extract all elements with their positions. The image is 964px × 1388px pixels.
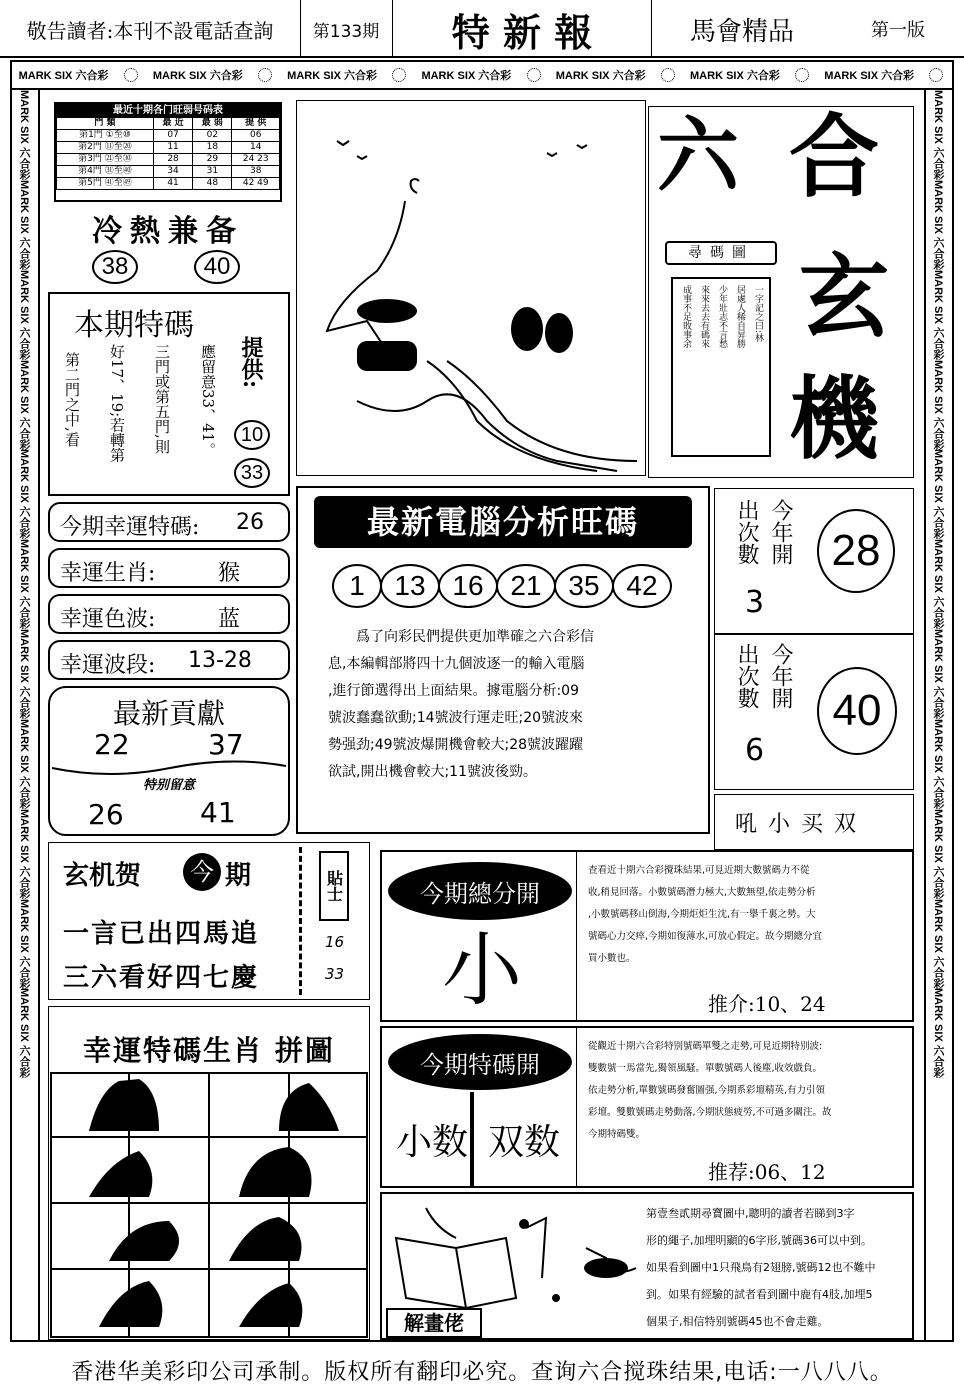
scroll-text: 一字記之曰:林 [753, 285, 763, 343]
table-cell: 第1門 ①至⑩ [57, 130, 154, 142]
special-note: 特别留意 [142, 778, 195, 793]
tips-number: 16 [325, 933, 345, 951]
small-double-header [714, 794, 914, 850]
table-header: 最 近 [153, 118, 192, 130]
xuanji-line: 三六看好四七慶 [63, 963, 260, 993]
small-double-text: 吼 小 买 双 [735, 812, 858, 837]
luck-row [48, 594, 290, 634]
divider [576, 1028, 577, 1188]
border-mark: MARK SIX 六合彩 [421, 70, 512, 82]
border-mark: MARK SIX 六合彩 [932, 449, 944, 540]
xuanji-highlight: 今 [183, 853, 221, 891]
analysis-box [296, 486, 710, 834]
table-cell: 第5門 ㊶至㊾ [57, 178, 154, 190]
luck-row [48, 548, 290, 588]
table-cell: 第4門 ㉛至㊵ [57, 166, 154, 178]
riddle-line: 個果子,相信特别號碼45也不會走雞。 [646, 1315, 829, 1328]
border-mark: MARK SIX 六合彩 [555, 70, 646, 82]
table-title: 最近十期各门旺弱号码表 [56, 104, 280, 117]
dot-icon [929, 68, 943, 82]
special-line: 依走勢分析,單數號碼發奮圖强,今期系彩壇精英,有力引領 [588, 1085, 826, 1096]
poster-big-char: 玄 [799, 244, 889, 350]
border-mark: MARK SIX 六合彩 [932, 629, 944, 719]
table-header: 門 類 [57, 118, 154, 130]
left-border-band [10, 90, 40, 1342]
scroll-text: 居處人稀自昇勝 [735, 285, 745, 348]
table-cell: 第2門 ⑪至⑳ [57, 142, 154, 154]
zodiac-puzzle-box [48, 1006, 370, 1340]
special-code-box [48, 292, 290, 496]
dot-icon [258, 68, 272, 82]
table-cell: 38 [232, 166, 280, 178]
riddle-text [646, 1200, 910, 1335]
total-line: ,小數號碼移山倒海,今期炬炬生沈,有一擧千裏之勢。大 [588, 909, 816, 920]
scroll-text: 成事不足敗事余 [681, 285, 691, 348]
appear-label: 今年開 [768, 499, 793, 565]
issue-number: 第133期 [312, 21, 380, 42]
dot-icon [527, 68, 541, 82]
special-number: 10 [234, 420, 270, 450]
paper-title: 特 新 報 [451, 9, 593, 55]
border-mark: MARK SIX 六合彩 [18, 269, 30, 360]
border-mark: MARK SIX 六合彩 [18, 808, 30, 899]
total-open-ellipse: 今期總分開 [388, 862, 572, 920]
hot-weak-table [54, 102, 282, 202]
analysis-number: 16 [438, 564, 498, 608]
table-row [57, 178, 280, 190]
total-open-box [380, 850, 914, 1022]
riddle-box [380, 1192, 914, 1340]
analysis-line: 爲了向彩民們提供更加準確之六合彩信 [328, 629, 594, 645]
table-row [57, 130, 280, 142]
table-cell: 06 [232, 130, 280, 142]
table-cell: 07 [153, 130, 192, 142]
dot-icon [661, 68, 675, 82]
special-open-double: 双数 [488, 1122, 561, 1163]
hot-cold-title: 冷熱兼备 [92, 214, 244, 249]
border-mark: MARK SIX 六合彩 [18, 449, 30, 540]
scroll-text: 少年壯志不言愁 [717, 285, 727, 348]
riddle-line: 形的繩子,加埋明顯的6字形,號碼36可以中到。 [646, 1234, 872, 1247]
total-line: 收,稍見回落。小數號碼潛力極大,大數無望,依走勢分析 [588, 887, 816, 898]
puzzle-grid-image [49, 1071, 369, 1341]
border-mark: MARK SIX 六合彩 [932, 988, 944, 1079]
special-text-col: 第二門之中,看 [63, 352, 81, 447]
border-mark: MARK SIX 六合彩 [932, 808, 944, 899]
total-recommend: 推介:10、24 [708, 992, 826, 1016]
analysis-number: 13 [380, 564, 440, 608]
total-line: 號碼心力交瘁,今期如復薄水,可放心假定。故今期總分宜 [588, 931, 823, 942]
provide-label: 提供: [238, 336, 264, 389]
table-cell: 48 [193, 178, 232, 190]
table-header: 最 弱 [193, 118, 232, 130]
special-text-col: 三門或第五門,則 [153, 344, 171, 454]
luck-value: 13-28 [188, 648, 252, 673]
total-open-char: 小 [442, 924, 522, 1017]
border-mark: MARK SIX 六合彩 [932, 179, 944, 270]
header [0, 0, 964, 58]
luck-label: 幸運波段: [60, 653, 156, 678]
luck-value: 26 [236, 510, 264, 535]
appear-count: 3 [745, 585, 765, 620]
scroll-text: 來來去去有碼來 [699, 285, 709, 348]
analysis-numbers [332, 564, 692, 604]
special-text-col: 應留意33、41。 [199, 344, 217, 458]
border-mark: MARK SIX 六合彩 [932, 90, 944, 180]
border-mark: MARK SIX 六合彩 [287, 70, 378, 82]
tips-title: 貼士 [319, 851, 349, 921]
appear-number: 28 [817, 509, 895, 593]
appear-label: 出次數 [734, 499, 759, 565]
total-line: 查看近十期六合彩攪珠結果,可見近期大數號碼力不從 [588, 865, 810, 876]
border-mark: MARK SIX 六合彩 [18, 539, 30, 630]
total-analysis-text [588, 860, 908, 970]
luck-value: 蓝 [218, 607, 241, 632]
dashed-divider [299, 847, 302, 995]
special-analysis-text [588, 1036, 910, 1146]
luck-label: 幸運生肖: [60, 561, 156, 586]
number-table [56, 117, 280, 190]
special-line: 雙數號一馬當先,獨領風騷。單數號碼人後塵,收效戲負。 [588, 1063, 823, 1074]
hot-cold-number: 38 [92, 250, 138, 284]
riddle-line: 如果看到圖中1只飛鳥有2翅膀,號碼12也不難中 [646, 1261, 876, 1274]
special-line: 彩壇。雙數號碼走勢動落,今期狀態疲勞,不可過多關注。故 [588, 1107, 832, 1118]
contribution-number: 26 [88, 798, 124, 831]
border-mark: MARK SIX 六合彩 [18, 90, 30, 180]
xuanji-poster [648, 106, 914, 478]
contribution-number: 41 [200, 796, 236, 829]
table-row [57, 142, 280, 154]
border-mark: MARK SIX 六合彩 [932, 359, 944, 450]
contribution-number: 22 [94, 728, 130, 761]
analysis-line: 息,本編輯部將四十九個波逐一的輸入電腦 [328, 656, 585, 672]
scroll-box [671, 277, 771, 457]
border-mark: MARK SIX 六合彩 [18, 988, 30, 1079]
dot-icon [124, 68, 138, 82]
contribution-title: 最新貢獻 [112, 697, 225, 730]
right-border-band [924, 90, 954, 1342]
special-open-ellipse: 今期特碼開 [388, 1034, 572, 1090]
table-row [57, 154, 280, 166]
xuanji-box [48, 842, 370, 1000]
border-mark: MARK SIX 六合彩 [18, 629, 30, 719]
special-open-box [380, 1026, 914, 1188]
appear-number: 40 [817, 667, 897, 755]
analysis-line: ,進行節選得出上面結果。據電腦分析:09 [328, 683, 579, 699]
special-code-title: 本期特碼 [74, 308, 194, 343]
border-mark: MARK SIX 六合彩 [824, 70, 915, 82]
border-mark: MARK SIX 六合彩 [932, 718, 944, 809]
border-mark: MARK SIX 六合彩 [18, 359, 30, 450]
luck-row [48, 640, 290, 680]
table-cell: 41 [153, 178, 192, 190]
xuanji-label: 期 [225, 861, 252, 891]
border-mark: MARK SIX 六合彩 [932, 898, 944, 989]
table-cell: 第3門 ㉑至㉚ [57, 154, 154, 166]
total-line: 買小數也。 [588, 953, 636, 964]
special-text-col: 好17、19;若轉第 [108, 344, 126, 463]
special-open-small: 小数 [396, 1122, 469, 1163]
analysis-title: 最新電腦分析旺碼 [314, 496, 692, 548]
analysis-line: 號波蠢蠢欲動;14號波行運走旺;20號波來 [328, 710, 584, 726]
puzzle-title: 幸運特碼生肖 拼圖 [83, 1034, 335, 1067]
divider [470, 1092, 474, 1188]
top-border-band [10, 60, 954, 90]
analysis-line: 欲試,開出機會較大;11號波後勁。 [328, 764, 537, 780]
analysis-number: 21 [496, 564, 556, 608]
table-cell: 29 [193, 154, 232, 166]
crane-illustration-box [296, 100, 646, 476]
border-mark: MARK SIX 六合彩 [18, 70, 109, 82]
analysis-number: 42 [612, 564, 672, 608]
border-mark: MARK SIX 六合彩 [690, 70, 780, 82]
hot-cold-number: 40 [194, 250, 240, 284]
special-line: 今期特碼雙。 [588, 1129, 646, 1140]
border-mark: MARK SIX 六合彩 [152, 70, 243, 82]
table-cell: 18 [193, 142, 232, 154]
table-cell: 34 [153, 166, 192, 178]
poster-big-char: 六 [657, 108, 740, 204]
luck-label: 幸運色波: [60, 607, 156, 632]
analysis-number: 1 [332, 564, 382, 608]
appear-label: 出次數 [734, 643, 759, 709]
notice: 敬告讀者:本刊不設電話查詢 [26, 18, 274, 43]
special-number: 33 [234, 458, 270, 488]
analysis-line: 勢强劲;49號波爆開機會較大;28號波躍躍 [328, 737, 584, 753]
border-mark: MARK SIX 六合彩 [18, 898, 30, 989]
table-cell: 02 [193, 130, 232, 142]
poster-big-char: 合 [789, 104, 879, 210]
luck-value: 猴 [218, 561, 241, 586]
table-header-row [57, 118, 280, 130]
luck-label: 今期幸運特碼: [60, 515, 200, 540]
edition-label: 第一版 [871, 20, 925, 41]
riddle-line: 到。如果有經驗的試者看到圖中鹿有4肢,加埋5 [646, 1288, 873, 1301]
border-mark: MARK SIX 六合彩 [18, 718, 30, 809]
table-cell: 24 23 [232, 154, 280, 166]
appear-count: 6 [745, 733, 765, 768]
riddle-label: 解畫佬 [386, 1308, 482, 1338]
dot-icon [392, 68, 406, 82]
border-mark: MARK SIX 六合彩 [18, 179, 30, 270]
table-cell: 14 [232, 142, 280, 154]
special-line: 從觀近十期六合彩特别號碼單雙之走勢,可見近期特别波: [588, 1041, 823, 1052]
table-cell: 31 [193, 166, 232, 178]
table-cell: 42 49 [232, 178, 280, 190]
border-mark: MARK SIX 六合彩 [932, 539, 944, 630]
table-cell: 11 [153, 142, 192, 154]
riddle-line: 第壹叁貳期尋寶圖中,聰明的讀者若睇到3字 [646, 1207, 855, 1220]
contribution-number: 37 [208, 728, 244, 761]
poster-big-char: 機 [789, 366, 879, 472]
analysis-paragraph [328, 624, 698, 786]
appear-count-box [714, 488, 914, 634]
xuanji-line: 一言已出四馬追 [63, 919, 260, 949]
divider [300, 0, 301, 58]
footer-text: 香港华美彩印公司承制。版权所有翻印必究。查询六合搅珠结果,电话:一八八八。 [71, 1359, 893, 1385]
poster-tag: 尋碼圖 [665, 241, 777, 265]
table-cell: 28 [153, 154, 192, 166]
brand-label: 馬會精品 [689, 16, 794, 47]
luck-row [48, 502, 290, 542]
table-header: 提 供 [232, 118, 280, 130]
appear-label: 今年開 [768, 643, 793, 709]
crane-illustration [297, 101, 645, 475]
analysis-number: 35 [554, 564, 614, 608]
dot-icon [795, 68, 809, 82]
special-recommend: 推荐:06、12 [708, 1160, 826, 1184]
riddle-illustration [386, 1198, 646, 1308]
divider [576, 852, 577, 1022]
appear-count-box [714, 634, 914, 790]
table-row [57, 166, 280, 178]
border-mark: MARK SIX 六合彩 [932, 269, 944, 360]
xuanji-label: 玄机贺 [63, 861, 142, 891]
contribution-box [48, 686, 290, 836]
tips-number: 33 [325, 965, 345, 983]
